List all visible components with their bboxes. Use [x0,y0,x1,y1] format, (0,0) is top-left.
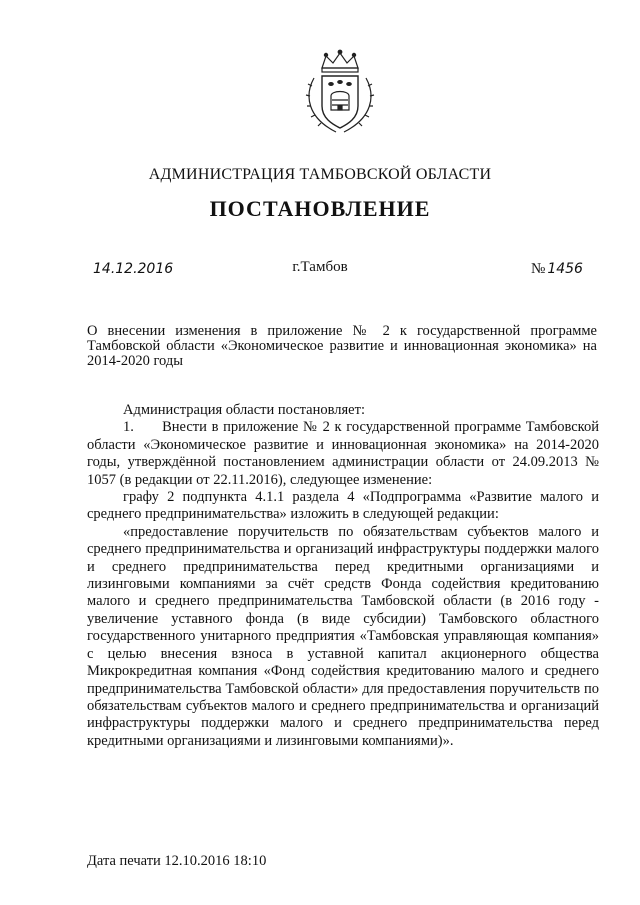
tambov-coat-of-arms-icon [300,48,380,136]
document-city: г.Тамбов [292,259,348,275]
document-number [531,261,583,278]
document-date: 14.12.2016 [93,261,174,277]
organization-title: АДМИНИСТРАЦИЯ ТАМБОВСКОЙ ОБЛАСТИ [148,166,492,183]
document-body [87,402,599,750]
body-item-1: 1. Внести в приложение № 2 к государственной программе Тамбовской области «Экономическое развитие и инновационная экономика» на 2014-2020 годы, утверждённой постановлением администрации области от 24.09.2013 № 1057 (в редакции от 22.11.2016), следующее изменение: [87,419,599,488]
body-quote: «предоставление поручительств по обязательствам субъектов малого и среднего предпринимательства и организаций инфраструктуры поддержки малого и среднего предпринимательства перед кредитными организациями и лизинговыми компаниями за счёт средств Фонда содействия кредитованию малого и среднего предпринимательства Тамбовской области (в 2016 году - увеличение уставного фонда (в виде субсидии) Тамбовского областного государственного унитарного предприятия «Тамбовская управляющая компания» с целью внесения взноса в уставной капитал акционерного общества Микрокредитная компания «Фонд содействия кредитованию малого и среднего предпринимательства Тамбовской области» для предоставления поручительств по обязательствам субъектов малого и среднего предпринимательства и организаций инфраструктуры поддержки малого и среднего предпринимательства перед кредитными организациями и лизинговыми компаниями)». [87,523,599,749]
print-date: Дата печати 12.10.2016 18:10 [87,853,267,869]
body-item-1-sub: графу 2 подпункта 4.1.1 раздела 4 «Подпрограмма «Развитие малого и среднего предпринимательства» изложить в следующей редакции: [87,489,599,523]
number-value: 1456 [547,261,583,277]
body-intro: Администрация области постановляет: [123,402,365,418]
document-subject: О внесении изменения в приложение № 2 к государственной программе Тамбовской области «Экономическое развитие и инновационная экономика» на 2014-2020 годы [87,323,597,369]
document-type-title: ПОСТАНОВЛЕНИЕ [209,196,431,221]
number-prefix: № [531,261,546,277]
